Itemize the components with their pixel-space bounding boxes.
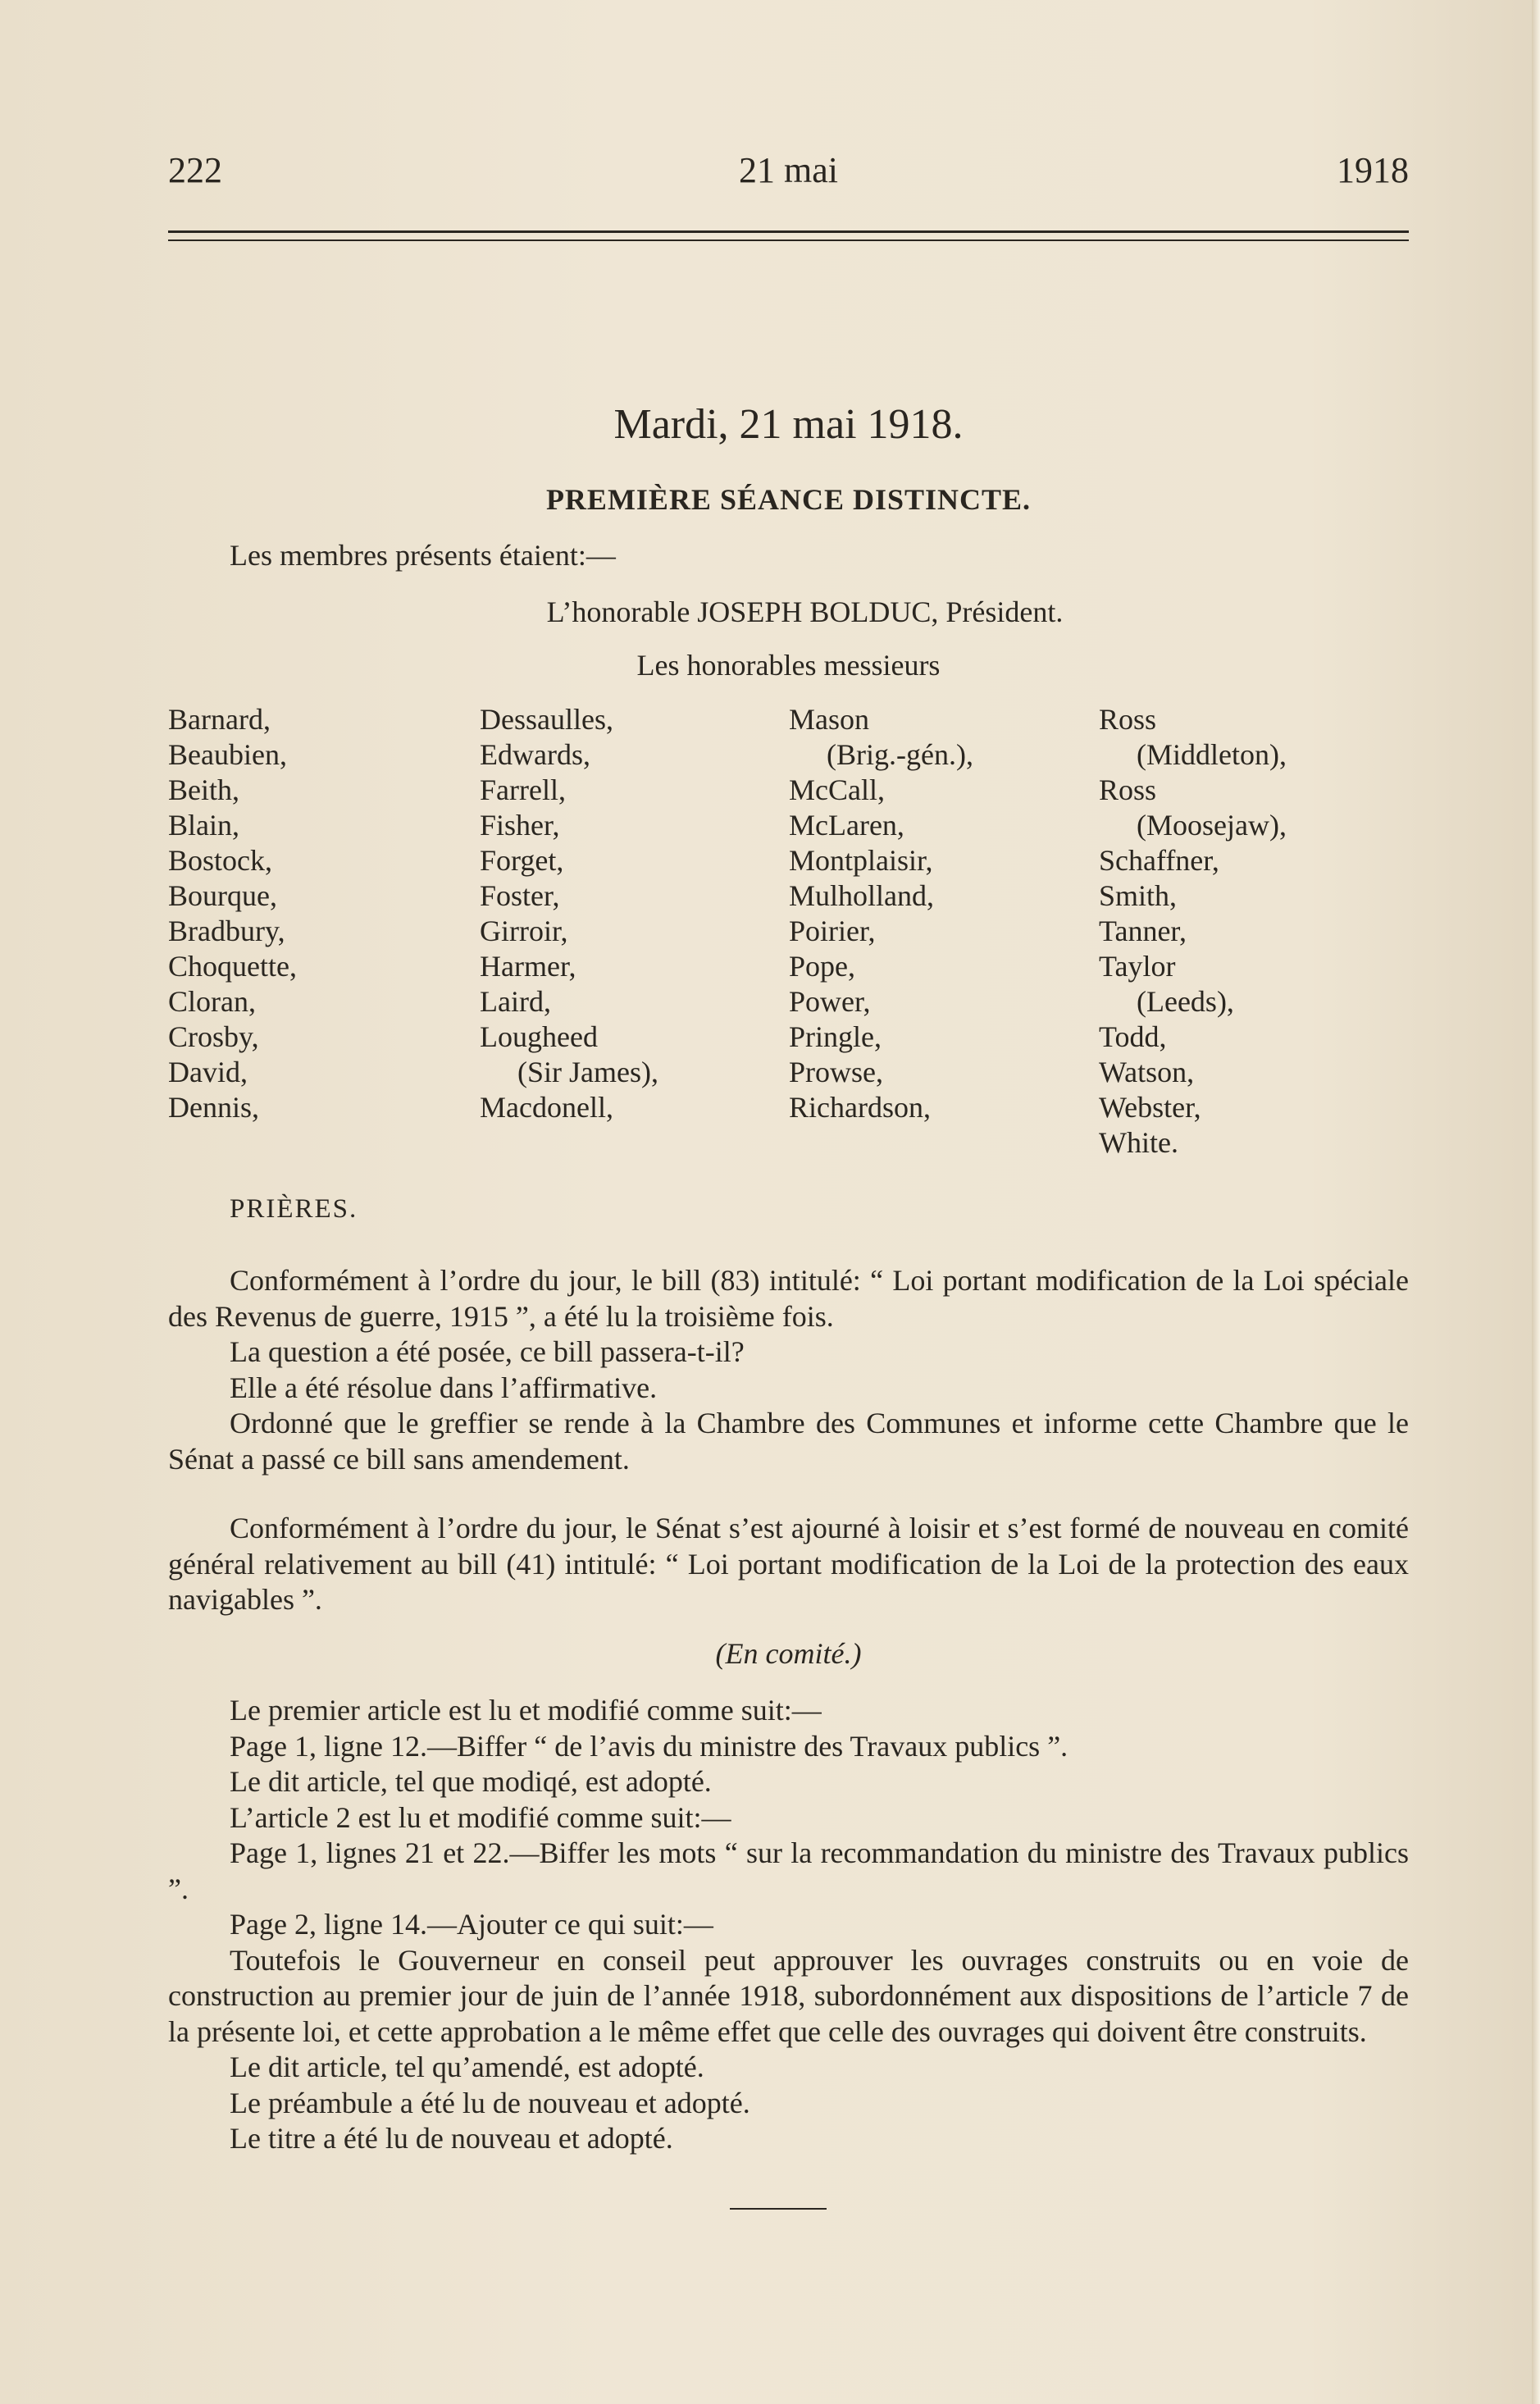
in-committee-heading: (En comité.) bbox=[715, 1637, 862, 1670]
senator-name: Webster, bbox=[1099, 1091, 1201, 1124]
paragraph: Elle a été résolue dans l’affirmative. bbox=[230, 1371, 658, 1404]
senator-name: Cloran, bbox=[168, 985, 256, 1018]
senator-name: Todd, bbox=[1099, 1020, 1167, 1053]
running-header bbox=[168, 149, 1409, 198]
senator-name: Edwards, bbox=[480, 738, 590, 771]
senator-name: Forget, bbox=[480, 844, 564, 877]
senator-name: Dennis, bbox=[168, 1091, 259, 1124]
senator-name: Foster, bbox=[480, 879, 560, 912]
paragraph: L’article 2 est lu et modifié comme suit:— bbox=[230, 1800, 731, 1834]
senator-name: Ross bbox=[1099, 773, 1157, 806]
paragraph: Page 1, ligne 12.—Biffer “ de l’avis du ministre des Travaux publics ”. bbox=[230, 1729, 1068, 1763]
members-intro: Les membres présents étaient:— bbox=[230, 539, 616, 572]
senator-name: Harmer, bbox=[480, 950, 576, 983]
paragraph: Le titre a été lu de nouveau et adopté. bbox=[230, 2122, 673, 2155]
senator-name-continuation: (Middleton), bbox=[1137, 738, 1287, 771]
senator-name: Beaubien, bbox=[168, 738, 287, 771]
paragraph: Le premier article est lu et modifié comme suit:— bbox=[230, 1694, 822, 1727]
senator-name: Farrell, bbox=[480, 773, 566, 806]
senator-name-continuation: (Brig.-gén.), bbox=[827, 738, 973, 771]
paragraph: Le dit article, tel que modiqé, est adopté. bbox=[230, 1765, 712, 1798]
senator-name: Bostock, bbox=[168, 844, 273, 877]
senator-name-continuation: (Sir James), bbox=[517, 1056, 658, 1088]
senator-name: Fisher, bbox=[480, 809, 560, 842]
senator-name: Richardson, bbox=[789, 1091, 931, 1124]
paragraph: Page 1, lignes 21 et 22.—Biffer les mots “ sur la recommandation du ministre des Travaux publics ”. bbox=[168, 1836, 1409, 1905]
senator-name-continuation: (Moosejaw), bbox=[1137, 809, 1287, 842]
senator-name: McCall, bbox=[789, 773, 885, 806]
senator-name: Macdonell, bbox=[480, 1091, 613, 1124]
senator-name: Pringle, bbox=[789, 1020, 882, 1053]
senator-name: Girroir, bbox=[480, 915, 568, 947]
header-rule-thin bbox=[168, 239, 1409, 241]
senator-column-3 bbox=[789, 702, 973, 1125]
senator-name: Pope, bbox=[789, 950, 855, 983]
paragraph: Toutefois le Gouverneur en conseil peut approuver les ouvrages construits ou en voie de construction au premier jour de juin de l’année 1918, subordonnément aux dispositions de l’article 7 de la présente loi, et cette approbation a le même effet que celle des ouvrages qui doivent être construits. bbox=[168, 1943, 1409, 2048]
bill-41-section bbox=[168, 1511, 1409, 1618]
senator-name: Watson, bbox=[1099, 1056, 1195, 1088]
senator-name: David, bbox=[168, 1056, 248, 1088]
page-number: 222 bbox=[168, 150, 222, 190]
paragraph: Le préambule a été lu de nouveau et adopté. bbox=[230, 2086, 750, 2119]
senator-name: Beith, bbox=[168, 773, 239, 806]
senator-name: Mason bbox=[789, 703, 869, 736]
page-edge bbox=[1532, 0, 1540, 2404]
senator-name: Bradbury, bbox=[168, 915, 285, 947]
president-line: L’honorable JOSEPH BOLDUC, Président. bbox=[546, 595, 1064, 628]
senator-name: Bourque, bbox=[168, 879, 277, 912]
prayers-heading: PRIÈRES. bbox=[230, 1194, 358, 1224]
senator-name: Schaffner, bbox=[1099, 844, 1219, 877]
senator-name-continuation: (Leeds), bbox=[1137, 985, 1234, 1018]
senator-name: Lougheed bbox=[480, 1020, 598, 1053]
senator-name: Tanner, bbox=[1099, 915, 1187, 947]
senator-name: Dessaulles, bbox=[480, 703, 613, 736]
senator-name: Ross bbox=[1099, 703, 1157, 736]
senator-name: Choquette, bbox=[168, 950, 297, 983]
header-rule bbox=[168, 230, 1409, 233]
paragraph: Ordonné que le greffier se rende à la Chambre des Communes et informe cette Chambre que le Sénat a passé ce bill sans amendement. bbox=[168, 1407, 1409, 1476]
paragraph: Conformément à l’ordre du jour, le Sénat s’est ajourné à loisir et s’est formé de nouveau en comité général relativement au bill (41) intitulé: “ Loi portant modification de la Loi de la protection des eaux navigables ”. bbox=[168, 1512, 1409, 1616]
committee-proceedings bbox=[168, 1693, 1409, 2157]
senator-name: Poirier, bbox=[789, 915, 876, 947]
senator-name: Montplaisir, bbox=[789, 844, 933, 877]
senator-name: Blain, bbox=[168, 809, 239, 842]
senator-name: Laird, bbox=[480, 985, 551, 1018]
senator-name: Smith, bbox=[1099, 879, 1178, 912]
end-rule bbox=[730, 2208, 827, 2210]
senator-name: McLaren, bbox=[789, 809, 904, 842]
senator-name: Power, bbox=[789, 985, 871, 1018]
senator-column-4 bbox=[1099, 702, 1287, 1161]
header-year: 1918 bbox=[1337, 150, 1409, 190]
paragraph: La question a été posée, ce bill passera-t-il? bbox=[230, 1335, 745, 1368]
header-date: 21 mai bbox=[739, 150, 838, 190]
senator-name: Mulholland, bbox=[789, 879, 934, 912]
session-heading: PREMIÈRE SÉANCE DISTINCTE. bbox=[545, 483, 1032, 516]
senator-name: White. bbox=[1099, 1126, 1178, 1159]
senator-column-1 bbox=[168, 702, 297, 1125]
paragraph: Conformément à l’ordre du jour, le bill (83) intitulé: “ Loi portant modification de la Loi spéciale des Revenus de guerre, 1915 ”, a été lu la troisième fois. bbox=[168, 1264, 1409, 1333]
bill-83-section bbox=[168, 1263, 1409, 1477]
paragraph: Page 2, ligne 14.—Ajouter ce qui suit:— bbox=[230, 1908, 713, 1941]
senator-column-2 bbox=[480, 702, 658, 1125]
senator-name: Prowse, bbox=[789, 1056, 883, 1088]
senator-name: Crosby, bbox=[168, 1020, 259, 1053]
senator-name: Barnard, bbox=[168, 703, 271, 736]
page-title: Mardi, 21 mai 1918. bbox=[613, 401, 964, 448]
honorables-heading: Les honorables messieurs bbox=[636, 649, 941, 682]
senator-name: Taylor bbox=[1099, 950, 1176, 983]
paragraph: Le dit article, tel qu’amendé, est adopté. bbox=[230, 2050, 704, 2083]
